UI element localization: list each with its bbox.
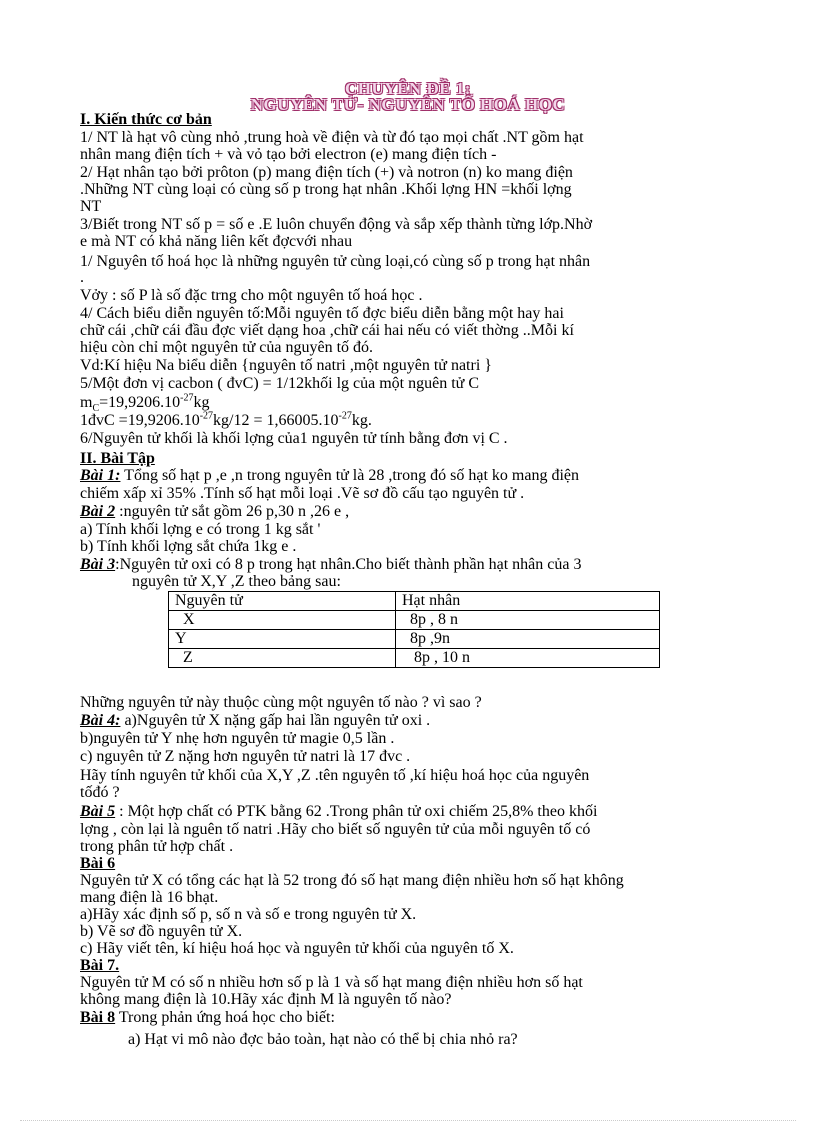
text-line: 4/ Cách biểu diễn nguyên tố:Mỗi nguyên tố đợc biểu diễn bằng một hay hai	[80, 305, 564, 322]
text-line: hiệu còn chỉ một nguyên tử của nguyên tố đó.	[80, 339, 374, 356]
table-cell: Z	[169, 649, 396, 668]
text-line: Vởy : số P là số đặc trng cho một nguyên tố hoá học .	[80, 287, 423, 304]
text-line: b) Tính khối lợng sắt chứa 1kg e .	[80, 538, 297, 555]
text-line: b) Vẽ sơ đồ nguyên tử X.	[80, 923, 243, 940]
text-line: 5/Một đơn vị cacbon ( đvC) = 1/12khối lg của một nguên tử C	[80, 375, 479, 392]
section-heading-exercises: II. Bài Tập	[80, 450, 155, 467]
exercise-3: Bài 3:Nguyên tử oxi có 8 p trong hạt nhân.Cho biết thành phần hạt nhân của 3	[80, 556, 582, 573]
table-cell: Y	[169, 630, 396, 649]
table-cell: 8p , 8 n	[396, 611, 660, 630]
table-row	[169, 649, 660, 668]
table-header-cell: Nguyên tử	[169, 592, 396, 611]
text-line: 6/Nguyên tử khối là khối lợng của1 nguyên tử tính bằng đơn vị C .	[80, 430, 508, 447]
text-line: lợng , còn lại là nguên tố natri .Hãy cho biết số nguyên tử của mỗi nguyên tố có	[80, 821, 591, 838]
table-cell: 8p ,9n	[396, 630, 660, 649]
nucleus-table	[168, 591, 660, 668]
text-line: nguyên tử X,Y ,Z theo bảng sau:	[132, 573, 341, 590]
table-header-cell: Hạt nhân	[396, 592, 660, 611]
table-cell: X	[169, 611, 396, 630]
dvc-line: 1đvC $=19,9206.10^{-27}kg/12 = 1,66005.10^{-27}kg$.	[80, 410, 372, 429]
text-line: trong phân tử hợp chất .	[80, 838, 234, 855]
section-heading-basics: I. Kiến thức cơ bản	[80, 111, 212, 128]
text-line: .	[80, 269, 84, 286]
text-line: NT	[80, 198, 102, 215]
text-line: nhân mang điện tích + và vỏ tạo bởi electron (e) mang điện tích -	[80, 146, 497, 163]
text-line: Nguyên tử M có số n nhiều hơn số p là 1 và số hạt mang điện nhiều hơn số hạt	[80, 974, 583, 991]
text-line: e mà NT có khả năng liên kết đợcvới nhau	[80, 233, 353, 250]
carbon-mass-line: $m_C=19,9206.10^{-27}kg$	[80, 392, 210, 415]
exercise-1: Bài 1: Tổng số hạt p ,e ,n trong nguyên tử là 28 ,trong đó số hạt ko mang điện	[80, 467, 579, 484]
text-line: tốđó ?	[80, 784, 120, 801]
text-line: 3/Biết trong NT số p = số e .E luôn chuyển động và sắp xếp thành từng lớp.Nhờ	[80, 216, 593, 233]
text-line: c) nguyên tử Z nặng hơn nguyên tử natri là 17 đvc .	[80, 748, 411, 765]
page-bottom-divider	[20, 1120, 796, 1121]
text-line: c) Hãy viết tên, kí hiệu hoá học và nguyên tử khối của nguyên tố X.	[80, 940, 514, 957]
text-line: Hãy tính nguyên tử khối của X,Y ,Z .tên nguyên tố ,kí hiệu hoá học của nguyên	[80, 767, 590, 784]
exercise-5: Bài 5 : Một hợp chất có PTK bằng 62 .Trong phân tử oxi chiếm 25,8% theo khối	[80, 803, 598, 820]
table-row	[169, 630, 660, 649]
text-line: chiếm xấp xỉ 35% .Tính số hạt mỗi loại .Vẽ sơ đồ cấu tạo nguyên tử .	[80, 485, 525, 502]
text-line: mang điện là 16 bhạt.	[80, 889, 219, 906]
text-line: Nguyên tử X có tổng các hạt là 52 trong đó số hạt mang điện nhiều hơn số hạt không	[80, 872, 624, 889]
text-line: .Những NT cùng loại có cùng số p trong hạt nhân .Khối lợng HN =khối lợng	[80, 181, 572, 198]
text-line: Vd:Kí hiệu Na biểu diễn {nguyên tố natri ,một nguyên tử natri }	[80, 357, 492, 374]
text-line: chữ cái ,chữ cái đầu đợc viết dạng hoa ,chữ cái hai nếu có viết thờng ..Mỗi kí	[80, 322, 574, 339]
exercise-4: Bài 4: a)Nguyên tử X nặng gấp hai lần nguyên tử oxi .	[80, 712, 431, 729]
text-line: a)Hãy xác định số p, số n và số e trong nguyên tử X.	[80, 906, 417, 923]
text-line: a) Hạt vi mô nào đợc bảo toàn, hạt nào có thể bị chia nhỏ ra?	[128, 1031, 518, 1048]
exercise-8: Bài 8 Trong phản ứng hoá học cho biết:	[80, 1009, 335, 1026]
chapter-title: CHUYÊN ĐỀ 1:	[345, 79, 471, 98]
exercise-2: Bài 2 :nguyên tử sắt gồm 26 p,30 n ,26 e ,	[80, 503, 350, 520]
table-header-row	[169, 592, 660, 611]
table-cell: 8p , 10 n	[396, 649, 660, 668]
exercise-7-label: Bài 7.	[80, 957, 120, 974]
exercise-6-label: Bài 6	[80, 855, 116, 872]
text-line: không mang điện là 10.Hãy xác định M là nguyên tố nào?	[80, 991, 452, 1008]
text-line: a) Tính khối lợng e có trong 1 kg sắt '	[80, 521, 321, 538]
text-line: 2/ Hạt nhân tạo bởi prôton (p) mang điện tích (+) và notron (n) ko mang điện	[80, 164, 573, 181]
text-line: b)nguyên tử Y nhẹ hơn nguyên tử magie 0,5 lần .	[80, 730, 395, 747]
text-line: Những nguyên tử này thuộc cùng một nguyên tố nào ? vì sao ?	[80, 694, 482, 711]
text-line: 1/ NT là hạt vô cùng nhỏ ,trung hoà về điện và từ đó tạo mọi chất .NT gồm hạt	[80, 129, 584, 146]
chapter-subtitle: NGUYÊN TỬ- NGUYÊN TỐ HOÁ HỌC	[250, 95, 566, 114]
text-line: 1/ Nguyên tố hoá học là những nguyên tử cùng loại,có cùng số p trong hạt nhân	[80, 253, 591, 270]
table-row	[169, 611, 660, 630]
